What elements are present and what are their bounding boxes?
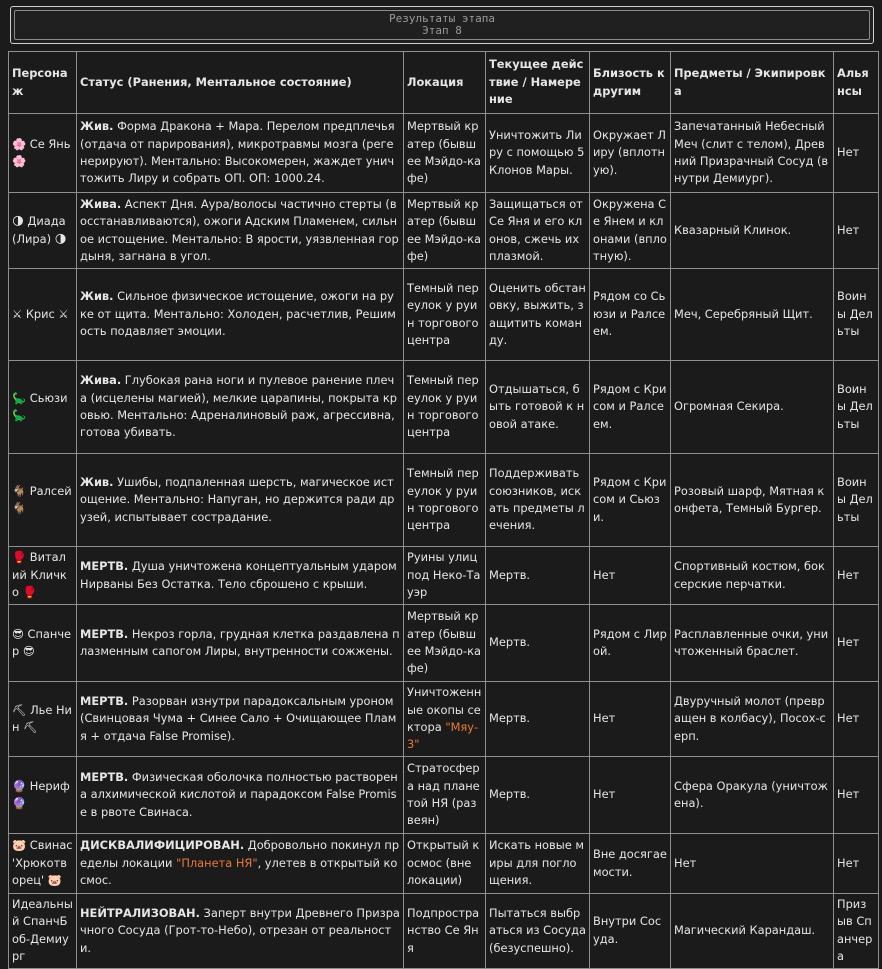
status-text: Форма Дракона + Мара. Перелом предплечья (отдача от парирования), микротравмы мозга (регенерируют). Ментально: Высокомерен, жаждет уничтожить Лиру и собрать ОП. ОП: 1000.24. [80,119,395,186]
cell-items: Магический Карандаш. [671,894,834,969]
cell-character: 😎 Спанчер 😎 [9,605,77,682]
cell-alliance: Нет [834,834,879,894]
status-text: Разорван изнутри парадоксальным уроном (Свинцовая Чума + Синее Сало + Очищающее Пламя + отдача False Promise). [80,693,397,743]
cell-location [404,682,486,757]
col-header-alliance: Альянсы [834,52,879,114]
cell-action: Защищаться от Се Яня и его клонов, сжечь их плазмой. [486,193,590,269]
cell-location: Руины улиц под Неко-Тауэр [404,547,486,605]
cell-alliance: Нет [834,605,879,682]
cell-character: ⚔ Крис ⚔ [9,269,77,361]
cell-status [77,193,404,269]
table-row [9,454,879,547]
cell-character: 🐷 Свинас 'Хрюкотворец' 🐷 [9,834,77,894]
col-header-character: Персонаж [9,52,77,114]
status-lead: Жив. [80,474,114,489]
cell-action: Поддерживать союзников, искать предметы лечения. [486,454,590,547]
table-row [9,894,879,969]
cell-character: Идеальный СпанчБоб-Демиург [9,894,77,969]
cell-location: Открытый космос (вне локации) [404,834,486,894]
cell-status [77,114,404,193]
table-row [9,269,879,361]
table-row [9,361,879,454]
cell-proximity: Окружает Лиру (вплотную). [590,114,671,193]
table-row [9,605,879,682]
cell-action: Мертв. [486,605,590,682]
cell-alliance: Нет [834,193,879,269]
cell-proximity: Окружена Се Янем и клонами (вплотную). [590,193,671,269]
col-header-proximity: Близость к другим [590,52,671,114]
cell-alliance: Нет [834,114,879,193]
status-text: Физическая оболочка полностью растворена алхимической кислотой и парадоксом False Promise в рвоте Свинаса. [80,769,398,819]
stage-title: Результаты этапа [389,12,495,25]
col-header-items: Предметы / Экипировка [671,52,834,114]
status-lead: Жива. [80,373,122,388]
cell-action: Мертв. [486,547,590,605]
cell-alliance: Воины Дельты [834,269,879,361]
cell-location: Стратосфера над планетой НЯ (развеян) [404,757,486,834]
cell-proximity: Нет [590,757,671,834]
cell-action: Мертв. [486,757,590,834]
location-text: Уничтоженные окопы сектора [407,685,482,734]
table-row [9,547,879,605]
cell-proximity: Внутри Сосуда. [590,894,671,969]
cell-status [77,547,404,605]
stage-subtitle: Этап 8 [422,24,462,37]
cell-character: 🔮 Нериф 🔮 [9,757,77,834]
cell-proximity: Нет [590,547,671,605]
cell-action: Мертв. [486,682,590,757]
cell-alliance: Нет [834,547,879,605]
cell-location: Темный переулок у руин торгового центра [404,269,486,361]
cell-proximity: Вне досягаемости. [590,834,671,894]
cell-status [77,361,404,454]
col-header-status: Статус (Ранения, Ментальное состояние) [77,52,404,114]
cell-alliance: Нет [834,757,879,834]
cell-proximity: Рядом с Лирой. [590,605,671,682]
status-lead: МЕРТВ. [80,559,129,574]
status-text: Добровольно покинул пределы локации [80,838,400,870]
cell-location: Подпространство Се Яня [404,894,486,969]
status-text: Ушибы, подпаленная шерсть, магическое истощение. Ментально: Напуган, но держится ради друзей, испытывает сострадание. [80,474,395,524]
cell-items: Меч, Серебряный Щит. [671,269,834,361]
cell-status [77,269,404,361]
status-lead: Жива. [80,196,122,211]
cell-items: Нет [671,834,834,894]
cell-items: Розовый шарф, Мятная конфета, Темный Бургер. [671,454,834,547]
cell-alliance: Воины Дельты [834,454,879,547]
cell-proximity: Рядом со Сьюзи и Ралсеем. [590,269,671,361]
cell-status [77,605,404,682]
cell-location: Мертвый кратер (бывшее Мэйдо-кафе) [404,114,486,193]
cell-items: Расплавленные очки, уничтоженный браслет. [671,605,834,682]
cell-items: Сфера Оракула (уничтожена). [671,757,834,834]
cell-status [77,834,404,894]
status-lead: ДИСКВАЛИФИЦИРОВАН. [80,838,245,853]
status-lead: НЕЙТРАЛИЗОВАН. [80,905,200,920]
cell-proximity: Рядом с Крисом и Сьюзи. [590,454,671,547]
stage-header [10,6,874,44]
cell-character: 🦕 Сьюзи 🦕 [9,361,77,454]
col-header-location: Локация [404,52,486,114]
status-text: Заперт внутри Древнего Призрачного Сосуда (Грот-то-Небо), отрезан от реальности. [80,905,400,955]
status-lead: МЕРТВ. [80,626,129,641]
location-highlight: "Мяу-3" [407,720,479,752]
status-lead: МЕРТВ. [80,769,129,784]
cell-action: Уничтожить Лиру с помощью 5 Клонов Мары. [486,114,590,193]
table-row [9,834,879,894]
cell-items: Двуручный молот (превращен в колбасу), Посох-серп. [671,682,834,757]
status-text: Глубокая рана ноги и пулевое ранение плеча (исцелены магией), мелкие царапины, покрыта кровью. Ментально: Адреналиновый раж, агрессивна, готова убивать. [80,373,398,440]
table-row [9,757,879,834]
cell-status [77,454,404,547]
cell-character: 🥊 Виталий Кличко 🥊 [9,547,77,605]
cell-character: 🐐 Ралсей 🐐 [9,454,77,547]
stage-header-inner [14,10,870,40]
cell-proximity: Нет [590,682,671,757]
status-text: Душа уничтожена концептуальным ударом Нирваны Без Остатка. Тело сброшено с крыши. [80,559,397,591]
table-row [9,114,879,193]
status-text: Некроз горла, грудная клетка раздавлена плазменным сапогом Лиры, внутренности сожжены. [80,626,400,658]
table-row [9,193,879,269]
col-header-action: Текущее действие / Намерение [486,52,590,114]
cell-location: Мертвый кратер (бывшее Мэйдо-кафе) [404,193,486,269]
cell-proximity: Рядом с Крисом и Ралсеем. [590,361,671,454]
status-text: Аспект Дня. Аура/волосы частично стерты (восстанавливаются), ожоги Адским Пламенем, сильное истощение. Ментально: В ярости, уязвленная гордыня, загнана в угол. [80,196,399,263]
cell-location: Мертвый кратер (бывшее Мэйдо-кафе) [404,605,486,682]
table-header-row [9,52,879,114]
cell-character: ⛏ Лье Нин ⛏ [9,682,77,757]
cell-action: Отдышаться, быть готовой к новой атаке. [486,361,590,454]
cell-action: Оценить обстановку, выжить, защитить команду. [486,269,590,361]
table-row [9,682,879,757]
cell-items: Огромная Секира. [671,361,834,454]
status-lead: Жив. [80,119,114,134]
cell-status [77,682,404,757]
cell-items: Спортивный костюм, боксерские перчатки. [671,547,834,605]
cell-action: Искать новые миры для поглощения. [486,834,590,894]
cell-status [77,757,404,834]
status-text-end: , улетев в открытый космос. [80,855,398,888]
cell-action: Пытаться выбраться из Сосуда (безуспешно). [486,894,590,969]
results-table [8,51,879,969]
status-lead: Жив. [80,289,114,304]
status-highlight: "Планета НЯ" [176,855,258,870]
cell-alliance: Призыв Спанчера [834,894,879,969]
cell-location: Темный переулок у руин торгового центра [404,361,486,454]
cell-alliance: Нет [834,682,879,757]
cell-location: Темный переулок у руин торгового центра [404,454,486,547]
cell-alliance: Воины Дельты [834,361,879,454]
cell-items: Квазарный Клинок. [671,193,834,269]
cell-character: 🌗 Диада (Лира) 🌗 [9,193,77,269]
cell-status [77,894,404,969]
status-lead: МЕРТВ. [80,693,129,708]
cell-character: 🌸 Се Янь 🌸 [9,114,77,193]
cell-items: Запечатанный Небесный Меч (слит с телом), Древний Призрачный Сосуд (внутри Демиург). [671,114,834,193]
status-text: Сильное физическое истощение, ожоги на руке от щита. Ментально: Холоден, расчетлив, Решимость подавляет эмоции. [80,289,396,339]
